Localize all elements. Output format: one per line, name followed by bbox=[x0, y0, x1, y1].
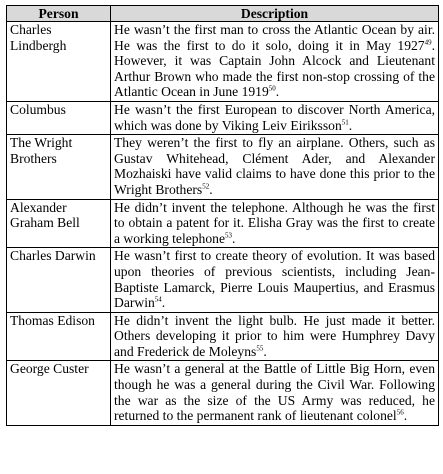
table-row bbox=[7, 101, 439, 134]
description-cell bbox=[111, 199, 439, 248]
footnote-ref: 51 bbox=[341, 118, 349, 127]
table-row bbox=[7, 22, 439, 102]
table-row bbox=[7, 312, 439, 361]
person-cell: The Wright Brothers bbox=[7, 135, 111, 199]
description-cell bbox=[111, 248, 439, 312]
description-text: He wasn’t a general at the Battle of Little Big Horn, even though he was a general during the Civil War. Following the war as the size of the US Army was reduced, he returned to the permanent rank of lieutenant colonel bbox=[114, 361, 435, 424]
description-cell bbox=[111, 101, 439, 134]
footnote-ref: 49 bbox=[424, 38, 432, 47]
person-cell: Charles Darwin bbox=[7, 248, 111, 312]
table-row bbox=[7, 199, 439, 248]
description-text: He didn’t invent the light bulb. He just made it better. Others developing it prior to him were Humphrey Davy and Frederick de Moleyns bbox=[114, 312, 435, 359]
footnote-ref: 53 bbox=[224, 231, 232, 240]
table-header bbox=[7, 6, 439, 22]
header-description: Description bbox=[111, 6, 439, 22]
description-text: He wasn’t the first European to discover North America, which was done by Viking Leiv Eiriksson bbox=[114, 101, 435, 133]
description-text: . However, it was Captain John Alcock and Lieutenant Arthur Brown who made the first non-stop crossing of the Atlantic Ocean in June 1919 bbox=[114, 37, 435, 100]
description-text: . bbox=[231, 230, 236, 246]
footnote-ref: 56 bbox=[396, 408, 404, 417]
myths-table bbox=[6, 5, 439, 426]
description-text: . bbox=[275, 84, 280, 100]
person-cell: Alexander Graham Bell bbox=[7, 199, 111, 248]
table-row bbox=[7, 248, 439, 312]
header-person: Person bbox=[7, 6, 111, 22]
person-cell: Columbus bbox=[7, 101, 111, 134]
description-text: . bbox=[209, 181, 213, 197]
description-cell bbox=[111, 135, 439, 199]
description-text: He wasn’t the first man to cross the Atlantic Ocean by air. He was the first to do it solo, doing it in May 1927 bbox=[114, 22, 435, 53]
description-text: He wasn’t first to create theory of evolution. It was based upon theories of previous scientists, including Jean-Baptiste Lamarck, Pierre Louis Maupertius, and Erasmus Darwin bbox=[114, 248, 435, 311]
footnote-ref: 54 bbox=[154, 295, 162, 304]
description-text: . bbox=[348, 117, 353, 133]
footnote-ref: 55 bbox=[256, 344, 264, 353]
table-row bbox=[7, 361, 439, 425]
description-cell bbox=[111, 361, 439, 425]
header-row bbox=[7, 6, 439, 22]
description-text: . bbox=[263, 343, 267, 359]
person-cell: Thomas Edison bbox=[7, 312, 111, 361]
footnote-ref: 50 bbox=[268, 84, 276, 93]
description-text: They weren’t the first to fly an airplane. Others, such as Gustav Whitehead, Clément Ader, and Alexander Mozhaiski have valid claims to have done this prior to the Wright Brothers bbox=[114, 135, 435, 197]
table-row bbox=[7, 135, 439, 199]
person-cell: Charles Lindbergh bbox=[7, 22, 111, 102]
footnote-ref: 52 bbox=[202, 182, 210, 191]
description-cell bbox=[111, 22, 439, 102]
table-body bbox=[7, 22, 439, 426]
description-cell bbox=[111, 312, 439, 361]
person-cell: George Custer bbox=[7, 361, 111, 425]
description-text: . bbox=[403, 408, 408, 424]
description-text: He didn’t invent the telephone. Although he was the first to obtain a patent for it. Elisha Gray was the first to create a working telephone bbox=[114, 199, 435, 246]
description-text: . bbox=[161, 295, 166, 311]
